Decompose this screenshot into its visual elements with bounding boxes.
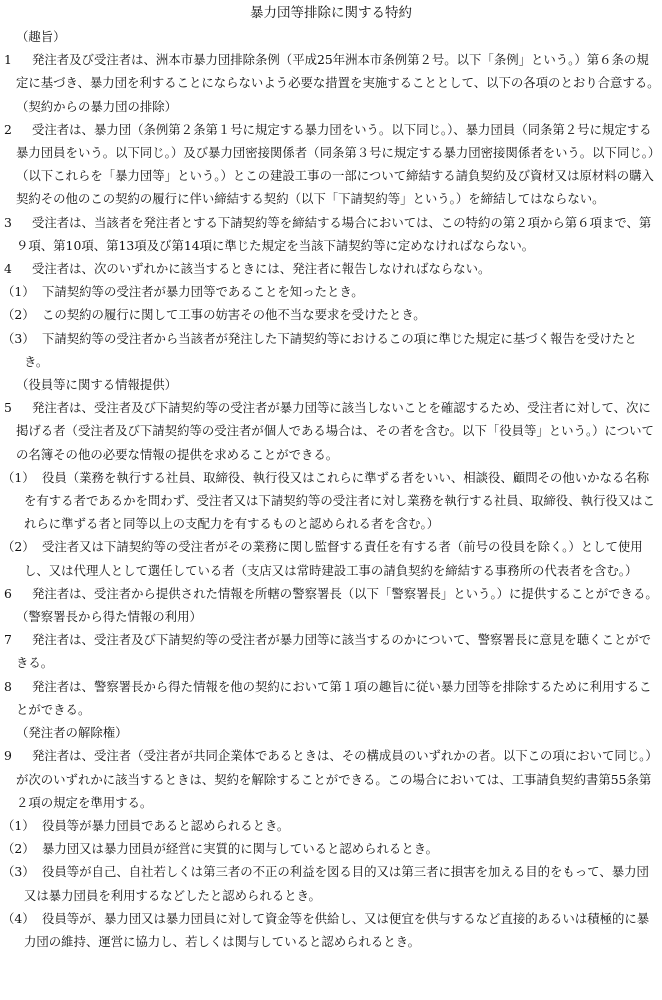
clause-text: 受注者は、暴力団（条例第２条第１号に規定する暴力団をいう。以下同じ。）、暴力団員（同条第２号に規定する暴力団員をいう。以下同じ。）及び暴力団密接関係者（同条第３号に規定する暴力団密接関係者をいう。以下同じ。）（以下これらを「暴力団等」という。）とこの建設工事の一部について締結する請負契約及び資材又は原材料の購入契約その他のこの契約の履行に伴い締結する契約（以下「下請契約等」という。）を締結してはならない。 [16, 121, 655, 207]
item-text: 下請契約等の受注者から当該者が発注した下請契約等におけるこの項に準じた規定に基づく報告を受けたとき。 [24, 330, 637, 369]
section-heading: （役員等に関する情報提供） [16, 377, 178, 393]
item-number: （1） [2, 469, 35, 485]
clause-text: 発注者及び受注者は、洲本市暴力団排除条例（平成25年洲本市条例第２号。以下「条例」という。）第６条の規定に基づき、暴力団を利することにならないよう必要な措置を実施することとして、以下の各項のとおり合意する。 [16, 52, 660, 91]
clause-item [0, 860, 662, 906]
item-number: （1） [2, 284, 35, 300]
clause-text: 発注者は、受注者及び下請契約等の受注者が暴力団等に該当しないことを確認するため、受注者に対して、次に掲げる者（受注者及び下請契約等の受注者が個人である場合は、その者を含む。以下「役員等」という。）についての名簿その他の必要な情報の提供を求めることができる。 [16, 400, 654, 462]
clause-item [0, 535, 662, 581]
clause [0, 118, 662, 211]
clause-item [0, 303, 662, 326]
clause-number: 9 [4, 748, 12, 764]
clause-item [0, 837, 662, 860]
clause [0, 211, 662, 257]
clause-item [0, 280, 662, 303]
item-text: 受注者又は下請契約等の受注者がその業務に関し監督する責任を有する者（前号の役員を除く。）として使用し、又は代理人として選任している者（支店又は常時建設工事の請負契約を締結する事務所の代表者を含む。） [24, 539, 643, 578]
clause [0, 675, 662, 721]
document-title: 暴力団等排除に関する特約 [250, 5, 412, 21]
clause-text: 発注者は、受注者（受注者が共同企業体であるときは、その構成員のいずれかの者。以下この項において同じ。）が次のいずれかに該当するときは、契約を解除することができる。この場合においては、工事請負契約書第55条第２項の規定を準用する。 [16, 748, 658, 810]
clause-text: 発注者は、受注者から提供された情報を所轄の警察署長（以下「警察署長」という。）に提供することができる。 [32, 585, 658, 601]
section-heading: （発注者の解除権） [16, 725, 128, 741]
item-text: 役員等が、暴力団又は暴力団員に対して資金等を供給し、又は便宜を供与するなど直接的あるいは積極的に暴力団の維持、運営に協力し、若しくは関与していると認められるとき。 [24, 910, 650, 949]
clause-number: 6 [4, 585, 12, 601]
item-text: 役員等が自己、自社若しくは第三者の不正の利益を図る目的又は第三者に損害を加える目的をもって、暴力団又は暴力団員を利用するなどしたと認められるとき。 [24, 864, 649, 903]
clause [0, 628, 662, 674]
item-number: （1） [2, 817, 35, 833]
item-text: この契約の履行に関して工事の妨害その他不当な要求を受けたとき。 [42, 307, 426, 323]
clause-item [0, 814, 662, 837]
clause-number: 5 [4, 400, 12, 416]
item-text: 下請契約等の受注者が暴力団等であることを知ったとき。 [42, 284, 364, 300]
clause-number: 3 [4, 214, 12, 230]
clause-text: 受注者は、次のいずれかに該当するときには、発注者に報告しなければならない。 [32, 261, 491, 277]
clause-item [0, 327, 662, 373]
document-body [0, 25, 662, 953]
clause-text: 発注者は、受注者及び下請契約等の受注者が暴力団等に該当するのかについて、警察署長に意見を聴くことができる。 [16, 632, 652, 671]
item-number: （4） [2, 910, 35, 926]
item-number: （2） [2, 841, 35, 857]
item-number: （3） [2, 330, 35, 346]
item-text: 暴力団又は暴力団員が経営に実質的に関与していると認められるとき。 [42, 841, 439, 857]
section-heading: （警察署長から得た情報の利用） [16, 609, 202, 625]
clause-number: 7 [4, 632, 12, 648]
section-heading: （趣旨） [16, 29, 66, 44]
clause-item [0, 466, 662, 536]
clause-number: 4 [4, 261, 12, 277]
clause [0, 48, 662, 94]
clause [0, 582, 662, 605]
clause-number: 1 [4, 52, 12, 68]
clause-number: 8 [4, 678, 12, 694]
clause-text: 受注者は、当該者を発注者とする下請契約等を締結する場合においては、この特約の第２項から第６項まで、第９項、第10項、第13項及び第14項に準じた規定を当該下請契約等に定めなければならない。 [16, 214, 652, 253]
clause-number: 2 [4, 121, 12, 137]
item-number: （3） [2, 864, 35, 880]
document-page [0, 2, 662, 1000]
clause-text: 発注者は、警察署長から得た情報を他の契約において第１項の趣旨に従い暴力団等を排除するために利用することができる。 [16, 678, 652, 717]
clause [0, 257, 662, 280]
clause [0, 396, 662, 466]
item-number: （2） [2, 307, 35, 323]
clause [0, 744, 662, 814]
item-text: 役員（業務を執行する社員、取締役、執行役又はこれらに準ずる者をいい、相談役、顧問その他いかなる名称を有する者であるかを問わず、受注者又は下請契約等の受注者に対し業務を執行する社員、取締役、執行役又はこれらに準ずる者と同等以上の支配力を有するものと認められる者を含む。） [24, 469, 655, 532]
item-number: （2） [2, 539, 35, 555]
section-heading: （契約からの暴力団の排除） [16, 98, 178, 114]
item-text: 役員等が暴力団員であると認められるとき。 [42, 817, 290, 833]
clause-item [0, 907, 662, 953]
